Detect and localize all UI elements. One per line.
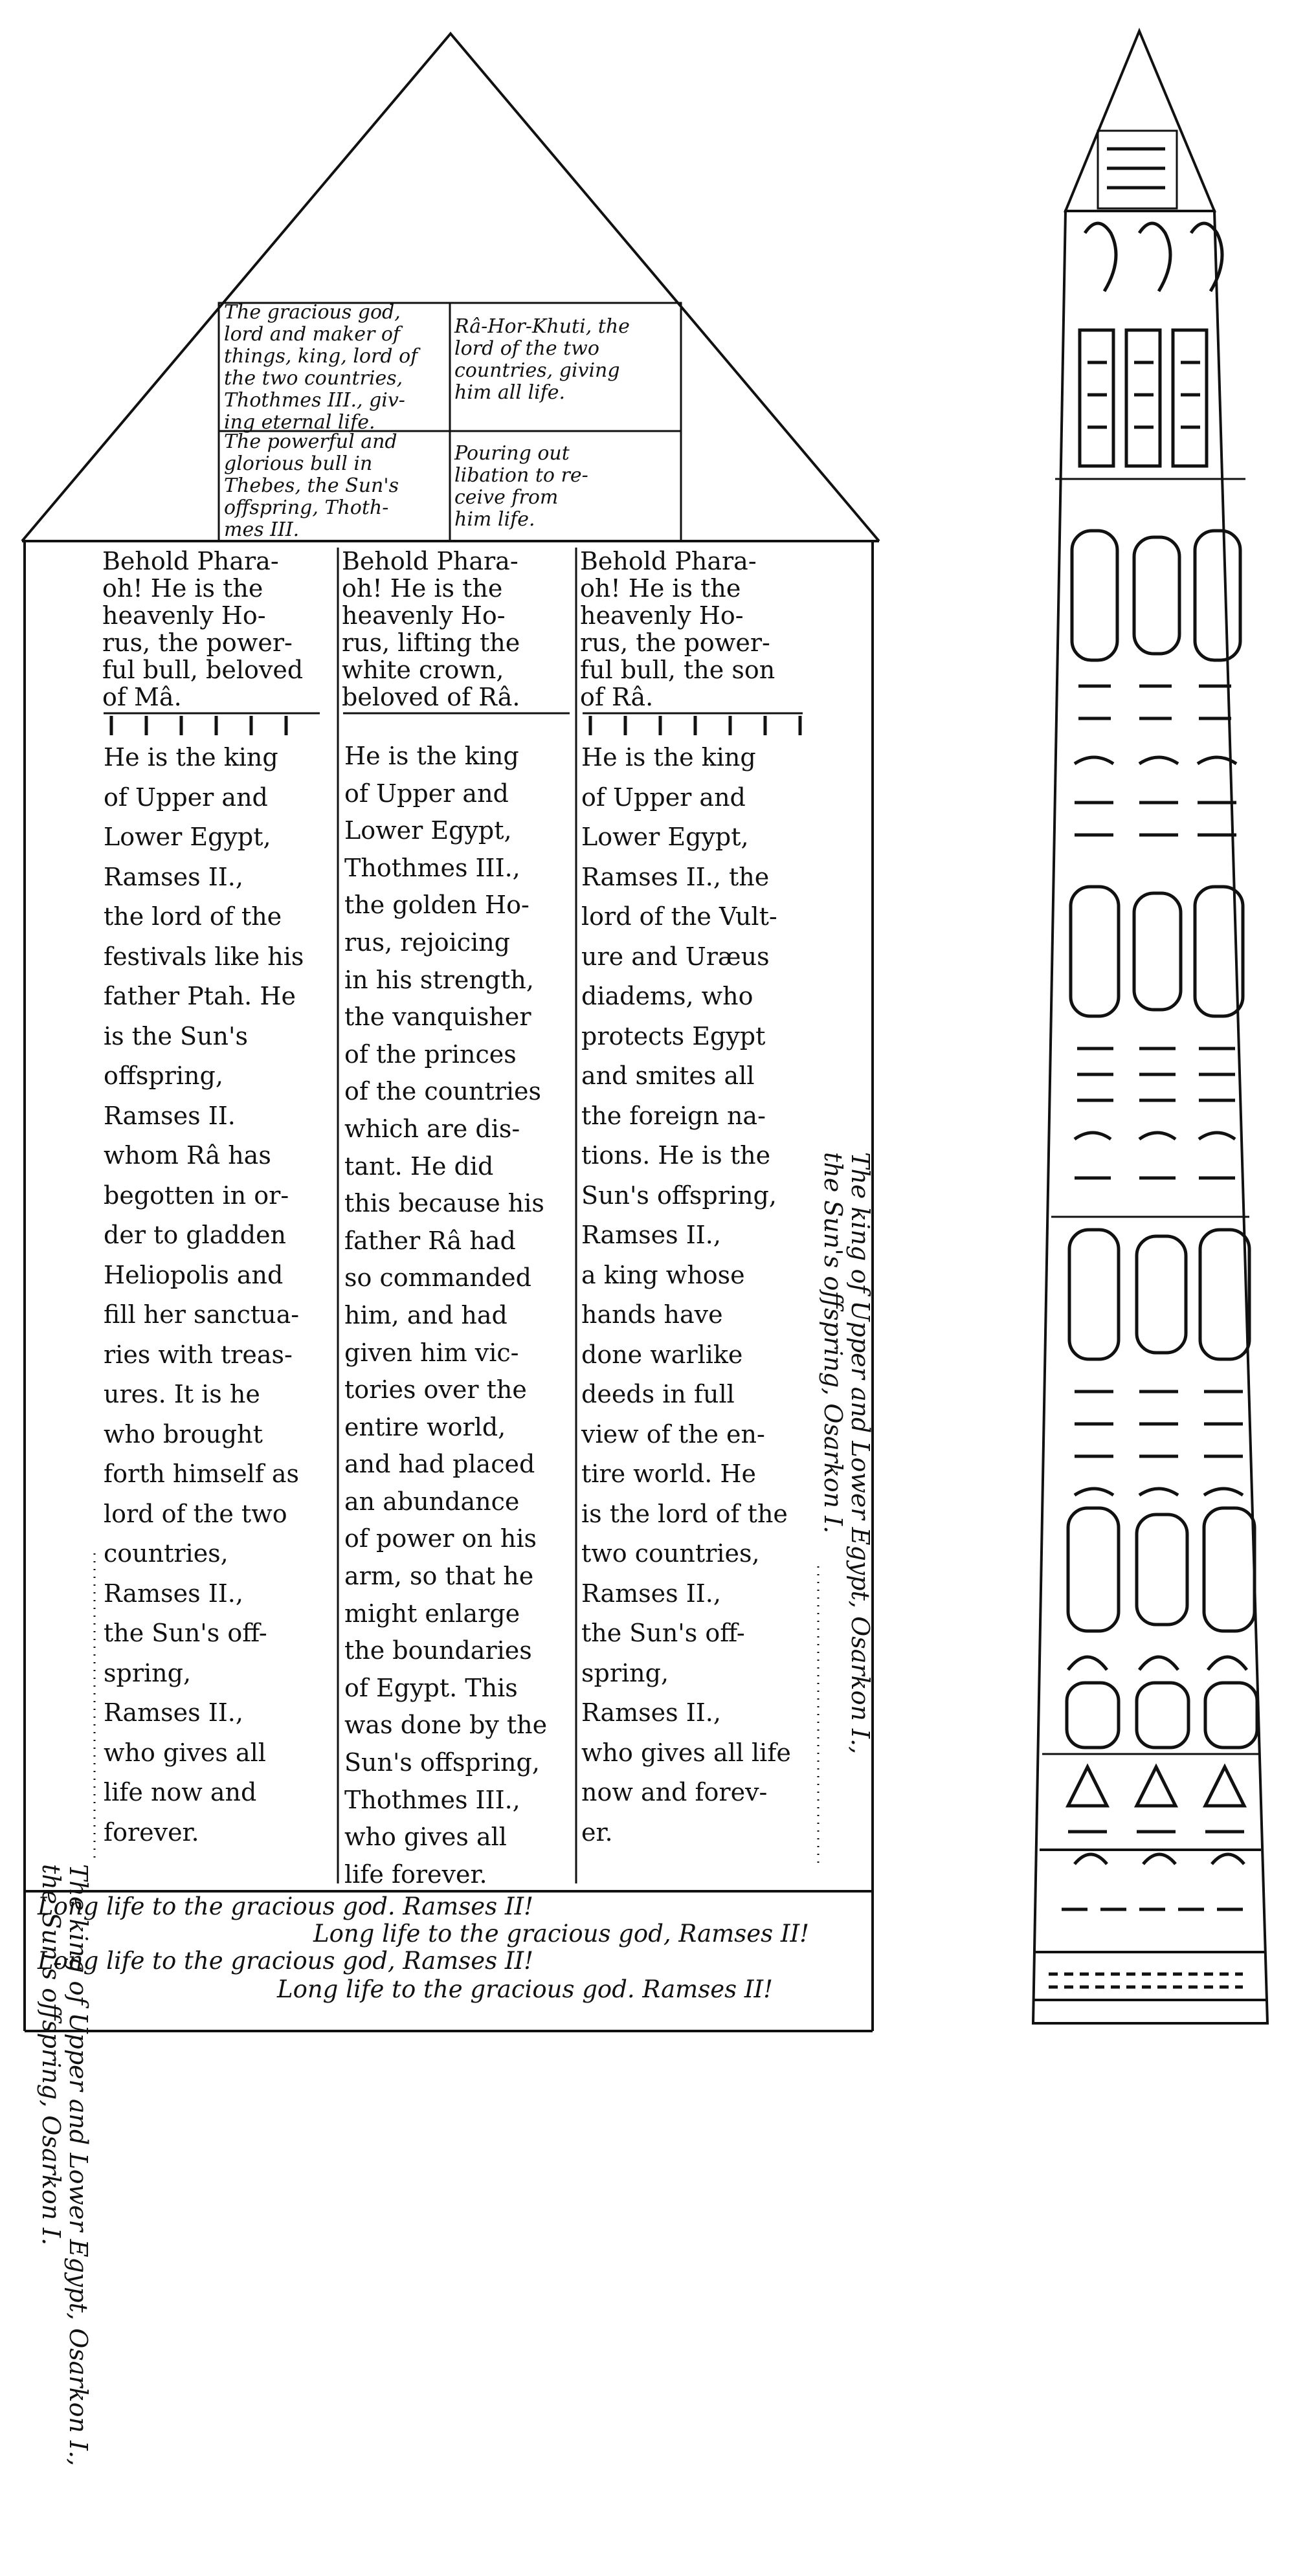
body-line: the vanquisher xyxy=(344,1003,531,1032)
body-line: Sun's offspring, xyxy=(581,1181,777,1210)
column-1-heading xyxy=(102,548,322,711)
body-line: rus, rejoicing xyxy=(344,927,510,957)
body-line: who gives all life xyxy=(581,1738,791,1767)
body-line: ures. It is he xyxy=(104,1380,260,1408)
body-line: He is the king xyxy=(104,743,278,772)
apex-line: ing eternal life. xyxy=(224,411,375,434)
body-line: der to gladden xyxy=(104,1221,287,1249)
apex-right-lower xyxy=(454,443,678,531)
body-line: Ramses II., xyxy=(104,1579,243,1608)
body-line: festivals like his xyxy=(104,942,304,971)
heading-line: rus, lifting the xyxy=(342,628,520,657)
body-line: life forever. xyxy=(344,1860,487,1889)
body-line: given him vic- xyxy=(344,1338,519,1367)
body-line: the golden Ho- xyxy=(344,891,530,920)
body-line: He is the king xyxy=(344,742,519,770)
body-line: life now and xyxy=(104,1778,257,1806)
body-line: who gives all xyxy=(104,1738,266,1767)
heading-line: rus, the power- xyxy=(580,628,770,657)
body-line: Ramses II., xyxy=(581,1221,721,1249)
body-line: Lower Egypt, xyxy=(581,823,749,851)
body-line: Ramses II., the xyxy=(581,862,770,891)
body-line: of Upper and xyxy=(581,783,746,812)
body-line: Lower Egypt, xyxy=(344,816,512,845)
body-line: of Upper and xyxy=(344,779,509,808)
body-line: a king whose xyxy=(581,1260,745,1289)
footer-line-3: Long life to the gracious god, Ramses II! xyxy=(38,1947,533,1975)
apex-line: Râ-Hor-Khuti, the xyxy=(454,315,630,338)
side-line: The king of Upper and Lower Egypt, Osarkon I., xyxy=(64,1864,93,2467)
body-line: Lower Egypt, xyxy=(104,823,271,851)
obelisk-glyphs xyxy=(1049,149,1257,1987)
body-line: er. xyxy=(581,1817,613,1847)
body-line: forth himself as xyxy=(104,1460,300,1488)
body-line: tire world. He xyxy=(581,1460,756,1488)
body-line: Thothmes III., xyxy=(344,1785,520,1814)
body-line: begotten in or- xyxy=(104,1181,289,1210)
body-line: who brought xyxy=(104,1419,263,1449)
body-line: Ramses II., xyxy=(581,1698,721,1727)
body-line: countries, xyxy=(104,1539,229,1568)
body-line: tories over the xyxy=(344,1375,527,1405)
apex-line: countries, giving xyxy=(454,359,620,382)
apex-right-upper xyxy=(454,316,678,404)
footer-line-2: Long life to the gracious god, Ramses II! xyxy=(313,1920,809,1948)
body-line: the lord of the xyxy=(104,902,282,931)
body-line: of the countries xyxy=(344,1077,542,1106)
body-line: father Râ had xyxy=(344,1226,516,1255)
side-line: the Sun's offspring, Osarkon I. xyxy=(819,1152,847,1534)
body-line: this because his xyxy=(344,1189,544,1218)
body-line: and smites all xyxy=(581,1061,755,1090)
body-line: diadems, who xyxy=(581,982,753,1010)
body-line: Ramses II. xyxy=(104,1101,236,1130)
body-line: tant. He did xyxy=(344,1151,494,1181)
side-inscription-right xyxy=(816,1152,874,1864)
body-line: deeds in full xyxy=(581,1380,735,1408)
apex-line: The gracious god, xyxy=(224,301,401,324)
body-line: is the Sun's xyxy=(104,1021,248,1050)
body-line: offspring, xyxy=(104,1061,223,1090)
body-line: Ramses II., xyxy=(104,862,243,891)
column-2-heading xyxy=(342,548,572,711)
heading-line: heavenly Ho- xyxy=(102,601,266,630)
heading-line: beloved of Râ. xyxy=(342,683,520,711)
side-line: The king of Upper and Lower Egypt, Osarkon I., xyxy=(846,1152,875,1755)
body-line: is the lord of the xyxy=(581,1499,788,1528)
apex-line: ceive from xyxy=(454,486,559,509)
body-line: who gives all xyxy=(344,1823,507,1852)
column-3-body xyxy=(581,738,808,1852)
apex-line: lord of the two xyxy=(454,337,599,360)
body-line: Sun's offspring, xyxy=(344,1748,540,1777)
body-line: arm, so that he xyxy=(344,1562,534,1591)
body-line: He is the king xyxy=(581,743,756,772)
heading-line: heavenly Ho- xyxy=(580,601,744,630)
body-line: of power on his xyxy=(344,1524,537,1553)
heading-line: Behold Phara- xyxy=(580,547,757,575)
column-3-heading xyxy=(580,548,807,711)
body-line: so commanded xyxy=(344,1263,531,1293)
heading-line: ful bull, the son xyxy=(580,656,775,684)
heading-line: ful bull, beloved xyxy=(102,656,304,684)
heading-line: white crown, xyxy=(342,656,504,684)
heading-line: of Mâ. xyxy=(102,683,182,711)
side-line: the Sun's offspring, Osarkon I. xyxy=(37,1864,65,2246)
apex-line: libation to re- xyxy=(454,464,588,487)
body-line: fill her sanctua- xyxy=(104,1300,300,1329)
apex-line: Thothmes III., giv- xyxy=(224,389,405,412)
footer-line-1: Long life to the gracious god. Ramses II! xyxy=(38,1893,533,1920)
body-line: two countries, xyxy=(581,1539,760,1568)
body-line: spring, xyxy=(104,1658,192,1687)
body-line: lord of the two xyxy=(104,1499,287,1528)
heading-line: oh! He is the xyxy=(102,574,263,603)
heading-line: of Râ. xyxy=(580,683,654,711)
body-line: entire world, xyxy=(344,1412,506,1441)
body-line: forever. xyxy=(104,1817,199,1847)
body-line: of the princes xyxy=(344,1039,517,1069)
body-line: the Sun's off- xyxy=(581,1619,745,1647)
body-line: ries with treas- xyxy=(104,1340,293,1369)
heading-line: heavenly Ho- xyxy=(342,601,506,630)
apex-line: Thebes, the Sun's xyxy=(224,474,399,497)
apex-left-lower xyxy=(224,431,447,541)
body-line: done warlike xyxy=(581,1340,743,1369)
heading-line: Behold Phara- xyxy=(102,547,279,575)
body-line: which are dis- xyxy=(344,1114,520,1143)
apex-left-upper xyxy=(224,302,447,434)
body-line: now and forev- xyxy=(581,1778,768,1806)
body-line: the foreign na- xyxy=(581,1101,766,1130)
apex-line: him all life. xyxy=(454,381,566,404)
apex-line: the two countries, xyxy=(224,367,403,390)
column-1-body xyxy=(104,738,324,1852)
body-line: of Upper and xyxy=(104,783,268,812)
body-line: Ramses II., xyxy=(581,1579,721,1608)
body-line: view of the en- xyxy=(581,1419,765,1449)
column-2-body xyxy=(344,738,572,1893)
body-line: the boundaries xyxy=(344,1636,532,1665)
apex-line: Pouring out xyxy=(454,442,570,465)
body-line: the Sun's off- xyxy=(104,1619,267,1647)
body-line: and had placed xyxy=(344,1450,535,1479)
apex-line: The powerful and xyxy=(224,430,397,453)
apex-line: him life. xyxy=(454,508,535,531)
apex-line: glorious bull in xyxy=(224,452,373,475)
body-line: Heliopolis and xyxy=(104,1260,284,1289)
apex-line: mes III. xyxy=(224,518,300,541)
apex-line: offspring, Thoth- xyxy=(224,496,389,519)
body-line: whom Râ has xyxy=(104,1141,271,1170)
body-line: ure and Uræus xyxy=(581,942,770,971)
apex-line: lord and maker of xyxy=(224,323,400,346)
body-line: might enlarge xyxy=(344,1599,520,1628)
body-line: spring, xyxy=(581,1658,669,1687)
apex-line: things, king, lord of xyxy=(224,345,418,368)
body-line: Thothmes III., xyxy=(344,853,520,882)
body-line: was done by the xyxy=(344,1711,548,1740)
body-line: of Egypt. This xyxy=(344,1673,518,1702)
body-line: in his strength, xyxy=(344,965,534,994)
heading-line: oh! He is the xyxy=(580,574,741,603)
tick-marks xyxy=(111,716,800,735)
footer-line-4: Long life to the gracious god. Ramses II! xyxy=(277,1975,773,2003)
body-line: protects Egypt xyxy=(581,1021,766,1050)
body-line: an abundance xyxy=(344,1487,520,1516)
body-line: father Ptah. He xyxy=(104,982,296,1010)
heading-line: rus, the power- xyxy=(102,628,293,657)
heading-line: oh! He is the xyxy=(342,574,503,603)
body-line: Ramses II., xyxy=(104,1698,243,1727)
heading-line: Behold Phara- xyxy=(342,547,519,575)
body-line: lord of the Vult- xyxy=(581,902,777,931)
body-line: hands have xyxy=(581,1300,723,1329)
body-line: tions. He is the xyxy=(581,1141,771,1170)
body-line: him, and had xyxy=(344,1300,508,1329)
